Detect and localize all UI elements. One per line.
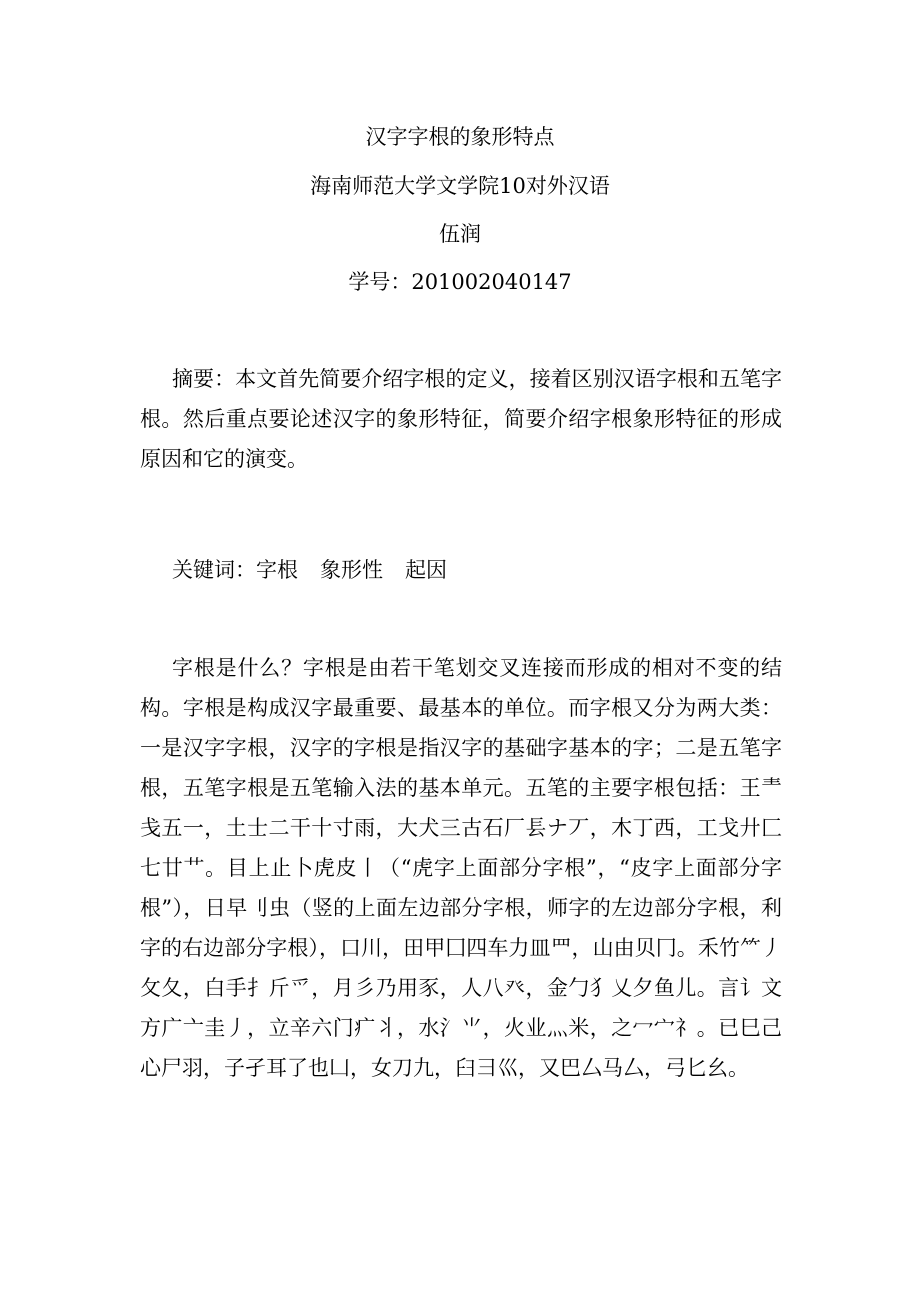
student-id: 学号：201002040147 bbox=[348, 270, 572, 294]
body-paragraph: 字根是什么？字根是由若干笔划交叉连接而形成的相对不变的结构。字根是构成汉字最重要、最基本的单位。而字根又分为两大类：一是汉字字根，汉字的字根是指汉字的基础字基本的字；二是五笔字根，五笔字根是五笔输入法的基本单元。五笔的主要字根包括：王龶戋五一，土士二干十寸雨，大犬三古石厂镸ナ丆，木丁西，工戈廾匚七廿艹。目上止卜虎皮丨（“虎字上面部分字根”，“皮字上面部分字根”），日早刂虫（竖的上面左边部分字根，师字的左边部分字根，利字的右边部分字根），口川，田甲囗四车力皿罒，山由贝冂。禾竹⺮丿攵夂，白手扌斤爫，月彡乃用豕，人八癶，金勹犭乂夕鱼儿。言讠文方广亠圭丿，立辛六门疒丬，水氵⺌，火业灬米，之冖宀礻。已巳己心尸羽，子孑耳了也凵，女刀九，臼彐巛，又巴厶马厶，弓匕幺。 bbox=[140, 656, 782, 1080]
keyword-item: 象形性 bbox=[320, 558, 383, 582]
keywords-line bbox=[140, 550, 782, 590]
keywords-label: 关键词： bbox=[172, 558, 256, 582]
document-title: 汉字字根的象形特点 bbox=[365, 125, 555, 149]
author-name: 伍润 bbox=[439, 222, 481, 246]
keyword-item: 起因 bbox=[405, 558, 447, 582]
keyword-item: 字根 bbox=[256, 558, 298, 582]
author-affiliation: 海南师范大学文学院10对外汉语 bbox=[310, 174, 610, 198]
abstract-paragraph: 摘要：本文首先简要介绍字根的定义，接着区别汉语字根和五笔字根。然后重点要论述汉字的象形特征，简要介绍字根象形特征的形成原因和它的演变。 bbox=[140, 367, 782, 471]
